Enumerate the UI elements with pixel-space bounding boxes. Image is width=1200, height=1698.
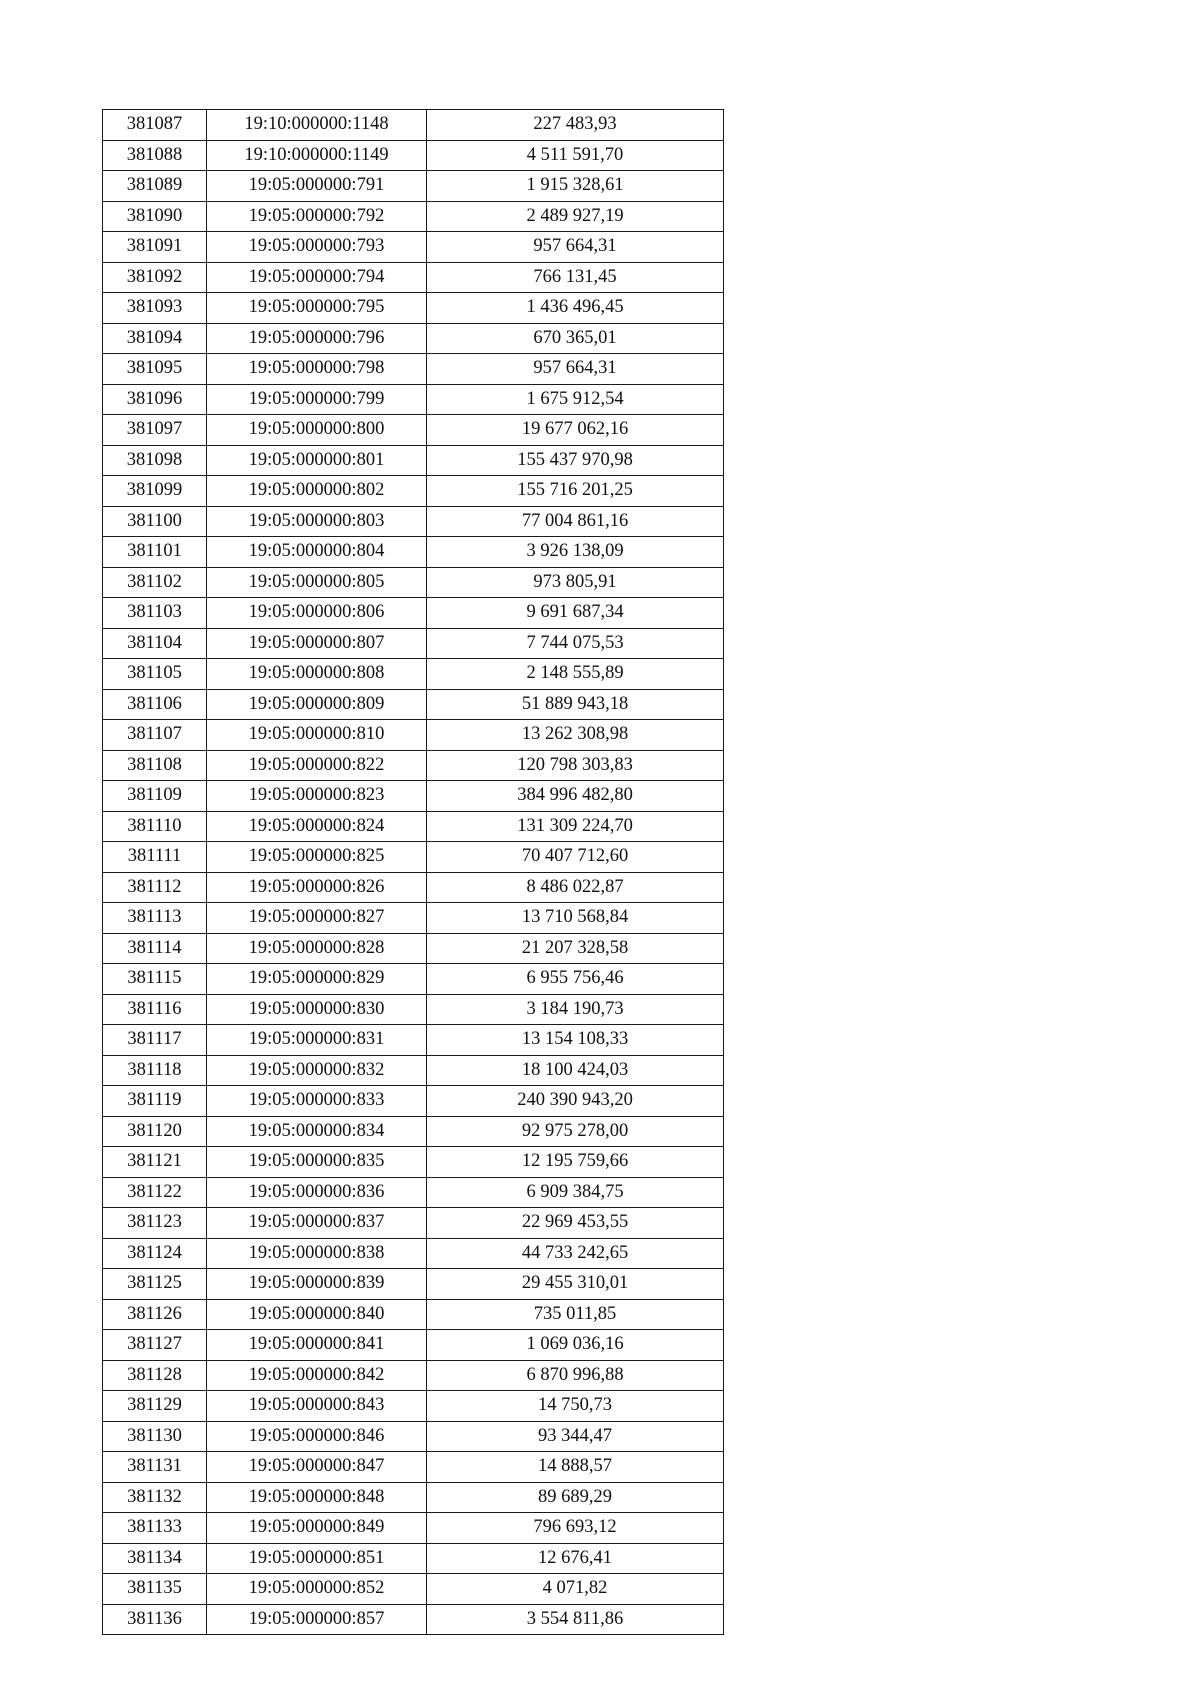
cadastral-number-cell: 19:05:000000:808: [207, 659, 427, 690]
cadastral-value-cell: 240 390 943,20: [427, 1086, 724, 1117]
cadastral-value-cell: 670 365,01: [427, 323, 724, 354]
cadastral-number-cell: 19:05:000000:839: [207, 1269, 427, 1300]
table-row: [103, 506, 724, 537]
cadastral-value-cell: 19 677 062,16: [427, 415, 724, 446]
cadastral-value-cell: 89 689,29: [427, 1482, 724, 1513]
table-row: [103, 110, 724, 141]
cadastral-value-cell: 973 805,91: [427, 567, 724, 598]
row-number-cell: 381114: [103, 933, 207, 964]
row-number-cell: 381131: [103, 1452, 207, 1483]
cadastral-number-cell: 19:05:000000:847: [207, 1452, 427, 1483]
cadastral-value-cell: 131 309 224,70: [427, 811, 724, 842]
table-row: [103, 1208, 724, 1239]
table-row: [103, 1025, 724, 1056]
cadastral-value-table: [102, 109, 724, 1635]
cadastral-number-cell: 19:05:000000:834: [207, 1116, 427, 1147]
row-number-cell: 381090: [103, 201, 207, 232]
row-number-cell: 381125: [103, 1269, 207, 1300]
row-number-cell: 381088: [103, 140, 207, 171]
cadastral-value-cell: 957 664,31: [427, 232, 724, 263]
cadastral-number-cell: 19:05:000000:851: [207, 1543, 427, 1574]
table-row: [103, 293, 724, 324]
cadastral-number-cell: 19:05:000000:842: [207, 1360, 427, 1391]
row-number-cell: 381110: [103, 811, 207, 842]
row-number-cell: 381101: [103, 537, 207, 568]
row-number-cell: 381109: [103, 781, 207, 812]
cadastral-value-cell: 12 195 759,66: [427, 1147, 724, 1178]
table-body: [103, 110, 724, 1635]
cadastral-value-cell: 155 437 970,98: [427, 445, 724, 476]
cadastral-value-cell: 2 489 927,19: [427, 201, 724, 232]
row-number-cell: 381116: [103, 994, 207, 1025]
row-number-cell: 381108: [103, 750, 207, 781]
row-number-cell: 381105: [103, 659, 207, 690]
cadastral-number-cell: 19:05:000000:826: [207, 872, 427, 903]
cadastral-value-cell: 92 975 278,00: [427, 1116, 724, 1147]
row-number-cell: 381092: [103, 262, 207, 293]
cadastral-value-cell: 13 710 568,84: [427, 903, 724, 934]
row-number-cell: 381106: [103, 689, 207, 720]
cadastral-number-cell: 19:05:000000:805: [207, 567, 427, 598]
table-row: [103, 567, 724, 598]
cadastral-value-cell: 796 693,12: [427, 1513, 724, 1544]
table-row: [103, 384, 724, 415]
row-number-cell: 381133: [103, 1513, 207, 1544]
cadastral-number-cell: 19:05:000000:848: [207, 1482, 427, 1513]
cadastral-number-cell: 19:05:000000:838: [207, 1238, 427, 1269]
cadastral-number-cell: 19:05:000000:823: [207, 781, 427, 812]
cadastral-value-cell: 6 955 756,46: [427, 964, 724, 995]
cadastral-value-cell: 21 207 328,58: [427, 933, 724, 964]
cadastral-number-cell: 19:05:000000:828: [207, 933, 427, 964]
cadastral-value-cell: 3 926 138,09: [427, 537, 724, 568]
cadastral-number-cell: 19:05:000000:803: [207, 506, 427, 537]
cadastral-value-cell: 44 733 242,65: [427, 1238, 724, 1269]
cadastral-value-cell: 120 798 303,83: [427, 750, 724, 781]
cadastral-value-cell: 29 455 310,01: [427, 1269, 724, 1300]
table-row: [103, 1574, 724, 1605]
table-row: [103, 1482, 724, 1513]
table-row: [103, 933, 724, 964]
table-row: [103, 781, 724, 812]
cadastral-number-cell: 19:05:000000:799: [207, 384, 427, 415]
row-number-cell: 381129: [103, 1391, 207, 1422]
cadastral-value-cell: 155 716 201,25: [427, 476, 724, 507]
cadastral-number-cell: 19:05:000000:835: [207, 1147, 427, 1178]
row-number-cell: 381098: [103, 445, 207, 476]
table-row: [103, 811, 724, 842]
row-number-cell: 381123: [103, 1208, 207, 1239]
cadastral-value-cell: 14 750,73: [427, 1391, 724, 1422]
table-row: [103, 323, 724, 354]
row-number-cell: 381115: [103, 964, 207, 995]
cadastral-value-cell: 735 011,85: [427, 1299, 724, 1330]
row-number-cell: 381112: [103, 872, 207, 903]
cadastral-number-cell: 19:05:000000:792: [207, 201, 427, 232]
cadastral-number-cell: 19:10:000000:1148: [207, 110, 427, 141]
row-number-cell: 381120: [103, 1116, 207, 1147]
table-row: [103, 842, 724, 873]
cadastral-value-cell: 4 071,82: [427, 1574, 724, 1605]
row-number-cell: 381111: [103, 842, 207, 873]
cadastral-value-cell: 384 996 482,80: [427, 781, 724, 812]
cadastral-number-cell: 19:05:000000:841: [207, 1330, 427, 1361]
table-row: [103, 750, 724, 781]
table-row: [103, 1543, 724, 1574]
cadastral-value-cell: 6 870 996,88: [427, 1360, 724, 1391]
cadastral-number-cell: 19:05:000000:824: [207, 811, 427, 842]
table-row: [103, 201, 724, 232]
cadastral-number-cell: 19:05:000000:827: [207, 903, 427, 934]
cadastral-number-cell: 19:05:000000:791: [207, 171, 427, 202]
row-number-cell: 381103: [103, 598, 207, 629]
cadastral-value-cell: 14 888,57: [427, 1452, 724, 1483]
cadastral-number-cell: 19:05:000000:846: [207, 1421, 427, 1452]
cadastral-value-cell: 22 969 453,55: [427, 1208, 724, 1239]
table-row: [103, 476, 724, 507]
cadastral-value-cell: 3 184 190,73: [427, 994, 724, 1025]
table-row: [103, 628, 724, 659]
row-number-cell: 381130: [103, 1421, 207, 1452]
row-number-cell: 381100: [103, 506, 207, 537]
cadastral-number-cell: 19:05:000000:840: [207, 1299, 427, 1330]
row-number-cell: 381124: [103, 1238, 207, 1269]
table-row: [103, 720, 724, 751]
cadastral-number-cell: 19:05:000000:852: [207, 1574, 427, 1605]
cadastral-number-cell: 19:05:000000:832: [207, 1055, 427, 1086]
row-number-cell: 381132: [103, 1482, 207, 1513]
cadastral-value-cell: 3 554 811,86: [427, 1604, 724, 1635]
cadastral-value-cell: 2 148 555,89: [427, 659, 724, 690]
cadastral-value-cell: 1 675 912,54: [427, 384, 724, 415]
table-row: [103, 1086, 724, 1117]
row-number-cell: 381136: [103, 1604, 207, 1635]
table-row: [103, 1116, 724, 1147]
cadastral-number-cell: 19:05:000000:800: [207, 415, 427, 446]
cadastral-value-cell: 1 069 036,16: [427, 1330, 724, 1361]
cadastral-value-cell: 8 486 022,87: [427, 872, 724, 903]
cadastral-number-cell: 19:05:000000:804: [207, 537, 427, 568]
row-number-cell: 381094: [103, 323, 207, 354]
cadastral-value-cell: 1 436 496,45: [427, 293, 724, 324]
row-number-cell: 381128: [103, 1360, 207, 1391]
cadastral-number-cell: 19:05:000000:795: [207, 293, 427, 324]
table-row: [103, 1177, 724, 1208]
table-row: [103, 1452, 724, 1483]
cadastral-number-cell: 19:05:000000:830: [207, 994, 427, 1025]
cadastral-number-cell: 19:05:000000:829: [207, 964, 427, 995]
row-number-cell: 381117: [103, 1025, 207, 1056]
table-row: [103, 1147, 724, 1178]
cadastral-number-cell: 19:05:000000:857: [207, 1604, 427, 1635]
row-number-cell: 381102: [103, 567, 207, 598]
row-number-cell: 381113: [103, 903, 207, 934]
row-number-cell: 381093: [103, 293, 207, 324]
table-row: [103, 1421, 724, 1452]
cadastral-value-cell: 13 262 308,98: [427, 720, 724, 751]
table-row: [103, 1360, 724, 1391]
cadastral-number-cell: 19:05:000000:836: [207, 1177, 427, 1208]
row-number-cell: 381096: [103, 384, 207, 415]
table-row: [103, 903, 724, 934]
row-number-cell: 381121: [103, 1147, 207, 1178]
cadastral-number-cell: 19:10:000000:1149: [207, 140, 427, 171]
table-row: [103, 1269, 724, 1300]
cadastral-value-cell: 6 909 384,75: [427, 1177, 724, 1208]
table-row: [103, 1238, 724, 1269]
cadastral-number-cell: 19:05:000000:833: [207, 1086, 427, 1117]
table-row: [103, 994, 724, 1025]
cadastral-number-cell: 19:05:000000:822: [207, 750, 427, 781]
row-number-cell: 381099: [103, 476, 207, 507]
table-row: [103, 872, 724, 903]
cadastral-number-cell: 19:05:000000:831: [207, 1025, 427, 1056]
row-number-cell: 381135: [103, 1574, 207, 1605]
cadastral-number-cell: 19:05:000000:810: [207, 720, 427, 751]
cadastral-number-cell: 19:05:000000:806: [207, 598, 427, 629]
table-row: [103, 1391, 724, 1422]
table-row: [103, 537, 724, 568]
cadastral-value-cell: 18 100 424,03: [427, 1055, 724, 1086]
table-row: [103, 171, 724, 202]
cadastral-value-cell: 51 889 943,18: [427, 689, 724, 720]
table-row: [103, 1513, 724, 1544]
cadastral-number-cell: 19:05:000000:794: [207, 262, 427, 293]
cadastral-number-cell: 19:05:000000:849: [207, 1513, 427, 1544]
cadastral-value-cell: 4 511 591,70: [427, 140, 724, 171]
row-number-cell: 381097: [103, 415, 207, 446]
cadastral-value-cell: 957 664,31: [427, 354, 724, 385]
cadastral-value-cell: 766 131,45: [427, 262, 724, 293]
table-row: [103, 262, 724, 293]
cadastral-number-cell: 19:05:000000:796: [207, 323, 427, 354]
row-number-cell: 381134: [103, 1543, 207, 1574]
cadastral-number-cell: 19:05:000000:809: [207, 689, 427, 720]
cadastral-value-cell: 1 915 328,61: [427, 171, 724, 202]
row-number-cell: 381091: [103, 232, 207, 263]
row-number-cell: 381118: [103, 1055, 207, 1086]
row-number-cell: 381087: [103, 110, 207, 141]
table-row: [103, 232, 724, 263]
row-number-cell: 381107: [103, 720, 207, 751]
cadastral-value-cell: 9 691 687,34: [427, 598, 724, 629]
cadastral-number-cell: 19:05:000000:807: [207, 628, 427, 659]
cadastral-value-cell: 77 004 861,16: [427, 506, 724, 537]
table-row: [103, 598, 724, 629]
row-number-cell: 381119: [103, 1086, 207, 1117]
table-row: [103, 1299, 724, 1330]
cadastral-number-cell: 19:05:000000:798: [207, 354, 427, 385]
table-row: [103, 1604, 724, 1635]
cadastral-number-cell: 19:05:000000:843: [207, 1391, 427, 1422]
cadastral-value-cell: 7 744 075,53: [427, 628, 724, 659]
row-number-cell: 381126: [103, 1299, 207, 1330]
cadastral-number-cell: 19:05:000000:801: [207, 445, 427, 476]
row-number-cell: 381089: [103, 171, 207, 202]
table-row: [103, 445, 724, 476]
table-row: [103, 964, 724, 995]
table-row: [103, 354, 724, 385]
row-number-cell: 381122: [103, 1177, 207, 1208]
row-number-cell: 381095: [103, 354, 207, 385]
cadastral-value-cell: 93 344,47: [427, 1421, 724, 1452]
cadastral-value-cell: 227 483,93: [427, 110, 724, 141]
table-row: [103, 689, 724, 720]
table-row: [103, 1330, 724, 1361]
table-row: [103, 415, 724, 446]
cadastral-number-cell: 19:05:000000:802: [207, 476, 427, 507]
cadastral-number-cell: 19:05:000000:793: [207, 232, 427, 263]
cadastral-number-cell: 19:05:000000:837: [207, 1208, 427, 1239]
table-row: [103, 140, 724, 171]
row-number-cell: 381104: [103, 628, 207, 659]
cadastral-number-cell: 19:05:000000:825: [207, 842, 427, 873]
cadastral-value-cell: 70 407 712,60: [427, 842, 724, 873]
cadastral-value-cell: 12 676,41: [427, 1543, 724, 1574]
table-row: [103, 659, 724, 690]
table-row: [103, 1055, 724, 1086]
cadastral-value-cell: 13 154 108,33: [427, 1025, 724, 1056]
row-number-cell: 381127: [103, 1330, 207, 1361]
